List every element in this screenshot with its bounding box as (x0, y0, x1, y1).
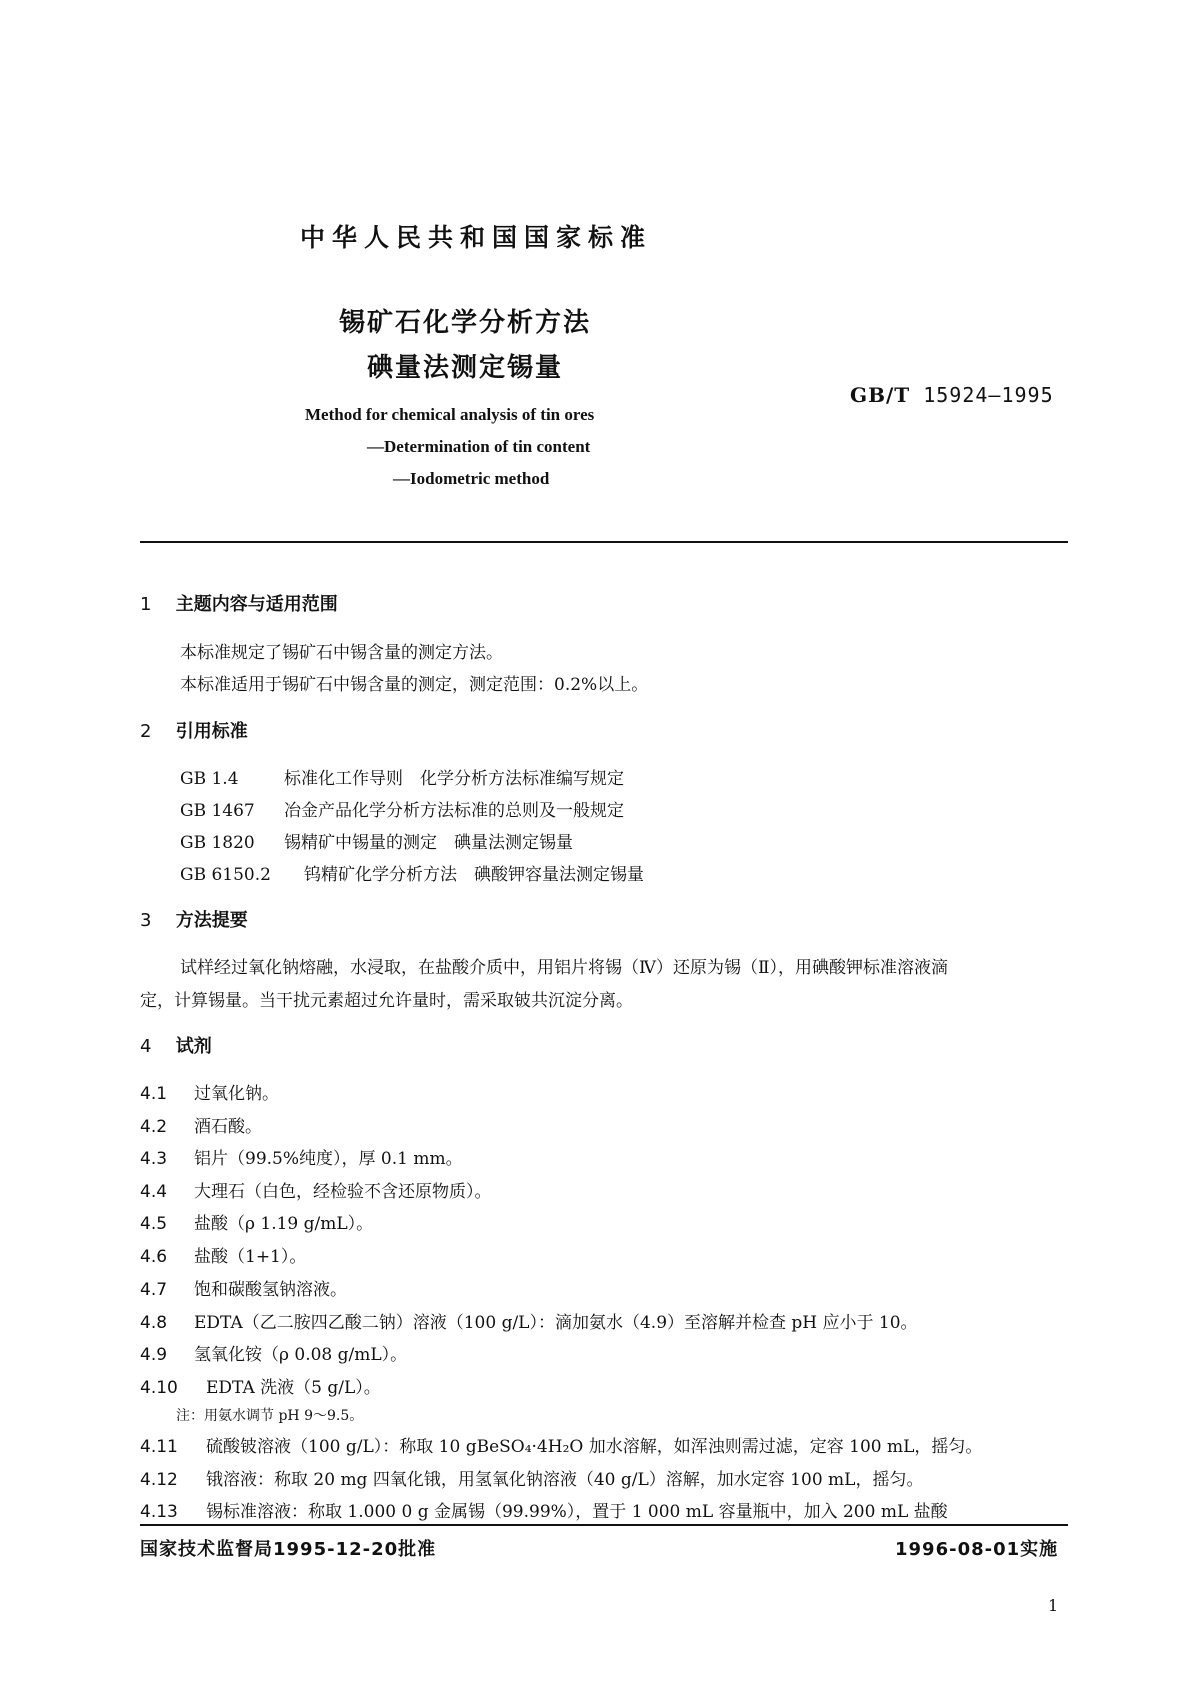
reagent-item (140, 1497, 948, 1522)
reagent-item (140, 1373, 381, 1398)
item-number: 4.10 (140, 1378, 178, 1398)
section-number: 3 (140, 910, 152, 931)
item-text: 大理石（白色，经检验不含还原物质）。 (194, 1182, 492, 1202)
reference-item (180, 764, 624, 789)
item-text: 饱和碳酸氢钠溶液。 (194, 1280, 347, 1300)
item-text: 酒石酸。 (194, 1117, 262, 1137)
reference-text: 锡精矿中锡量的测定 碘量法测定锡量 (284, 833, 573, 853)
reference-text: 冶金产品化学分析方法标准的总则及一般规定 (284, 801, 624, 821)
reagent-item (140, 1112, 262, 1137)
english-title-line3: —Iodometric method (393, 469, 550, 488)
item-text: 锇溶液：称取 20 mg 四氧化锇，用氢氧化钠溶液（40 g/L）溶解，加水定容 100 mL，摇匀。 (206, 1470, 924, 1490)
item-number: 4.11 (140, 1437, 178, 1457)
header-divider (140, 541, 1068, 543)
reference-code: GB 6150.2 (180, 865, 271, 885)
reference-item (180, 828, 573, 853)
item-number: 4.5 (140, 1214, 168, 1234)
section-title: 方法提要 (175, 910, 248, 931)
reagent-item (140, 1079, 279, 1104)
section-number: 1 (140, 594, 152, 615)
reagent-item (140, 1340, 407, 1365)
reference-item (180, 860, 644, 885)
reference-code: GB 1820 (180, 833, 255, 853)
item-text: 过氧化钠。 (194, 1084, 279, 1104)
item-text: 盐酸（1+1）。 (194, 1247, 307, 1267)
reference-code: GB 1467 (180, 801, 255, 821)
reagent-note: 注：用氨水调节 pH 9～9.5。 (176, 1408, 364, 1424)
reagent-item (140, 1144, 463, 1169)
item-text: 锡标准溶液：称取 1.000 0 g 金属锡（99.99%），置于 1 000 mL 容量瓶中，加入 200 mL 盐酸 (206, 1502, 948, 1522)
reference-item (180, 796, 624, 821)
standard-prefix: GB/T (850, 383, 911, 407)
reagent-item (140, 1242, 306, 1267)
section-3-paragraph-line1: 试样经过氧化钠熔融，水浸取，在盐酸介质中，用铝片将锡（Ⅳ）还原为锡（Ⅱ），用碘酸钾标准溶液滴 (180, 958, 949, 978)
section-title: 试剂 (175, 1036, 212, 1057)
item-text: EDTA（乙二胺四乙酸二钠）溶液（100 g/L）：滴加氨水（4.9）至溶解并检查 pH 应小于 10。 (194, 1313, 918, 1333)
national-standard-heading: 中华人民共和国国家标准 (300, 223, 653, 252)
item-number: 4.9 (140, 1345, 168, 1365)
section-number: 2 (140, 721, 152, 742)
section-title: 引用标准 (175, 721, 248, 742)
item-text: 铝片（99.5%纯度），厚 0.1 mm。 (194, 1149, 463, 1169)
reference-text: 钨精矿化学分析方法 碘酸钾容量法测定锡量 (304, 865, 644, 885)
document-title-line1: 锡矿石化学分析方法 (339, 308, 592, 338)
section-4-heading (140, 1032, 212, 1058)
footer-divider (140, 1524, 1068, 1526)
reference-code: GB 1.4 (180, 769, 239, 789)
english-title-line2: —Determination of tin content (367, 437, 591, 456)
reagent-item (140, 1465, 923, 1490)
item-number: 4.13 (140, 1502, 178, 1522)
reagent-item (140, 1432, 982, 1457)
item-number: 4.8 (140, 1313, 168, 1333)
item-number: 4.2 (140, 1117, 168, 1137)
document-title-line2: 碘量法测定锡量 (367, 353, 564, 383)
reagent-item (140, 1308, 918, 1333)
item-number: 4.6 (140, 1247, 168, 1267)
approval-date: 国家技术监督局1995-12-20批准 (140, 1539, 437, 1560)
section-2-heading (140, 717, 248, 743)
section-3-paragraph-line2: 定，计算锡量。当干扰元素超过允许量时，需采取铍共沉淀分离。 (140, 991, 633, 1011)
item-number: 4.4 (140, 1182, 168, 1202)
item-number: 4.3 (140, 1149, 168, 1169)
reagent-item (140, 1275, 347, 1300)
item-number: 4.7 (140, 1280, 168, 1300)
section-title: 主题内容与适用范围 (175, 594, 338, 615)
standard-number: 15924—1995 (923, 383, 1054, 407)
item-number: 4.1 (140, 1084, 168, 1104)
page-number: 1 (1048, 1596, 1059, 1615)
section-1-paragraph-1: 本标准规定了锡矿石中锡含量的测定方法。 (180, 643, 503, 663)
section-3-heading (140, 906, 248, 932)
reference-text: 标准化工作导则 化学分析方法标准编写规定 (284, 769, 624, 789)
item-text: 盐酸（ρ 1.19 g/mL）。 (194, 1214, 374, 1234)
item-text: EDTA 洗液（5 g/L）。 (206, 1378, 381, 1398)
item-text: 硫酸铍溶液（100 g/L）：称取 10 gBeSO₄·4H₂O 加水溶解，如浑浊则需过滤，定容 100 mL，摇匀。 (206, 1437, 983, 1457)
standard-code (850, 383, 1054, 407)
reagent-item (140, 1209, 373, 1234)
reagent-item (140, 1177, 492, 1202)
item-number: 4.12 (140, 1470, 178, 1490)
section-1-heading (140, 590, 338, 616)
item-text: 氢氧化铵（ρ 0.08 g/mL）。 (194, 1345, 408, 1365)
section-number: 4 (140, 1036, 152, 1057)
section-1-paragraph-2: 本标准适用于锡矿石中锡含量的测定，测定范围：0.2%以上。 (180, 675, 649, 695)
english-title-line1: Method for chemical analysis of tin ores (305, 405, 595, 424)
effective-date: 1996-08-01实施 (895, 1539, 1059, 1560)
